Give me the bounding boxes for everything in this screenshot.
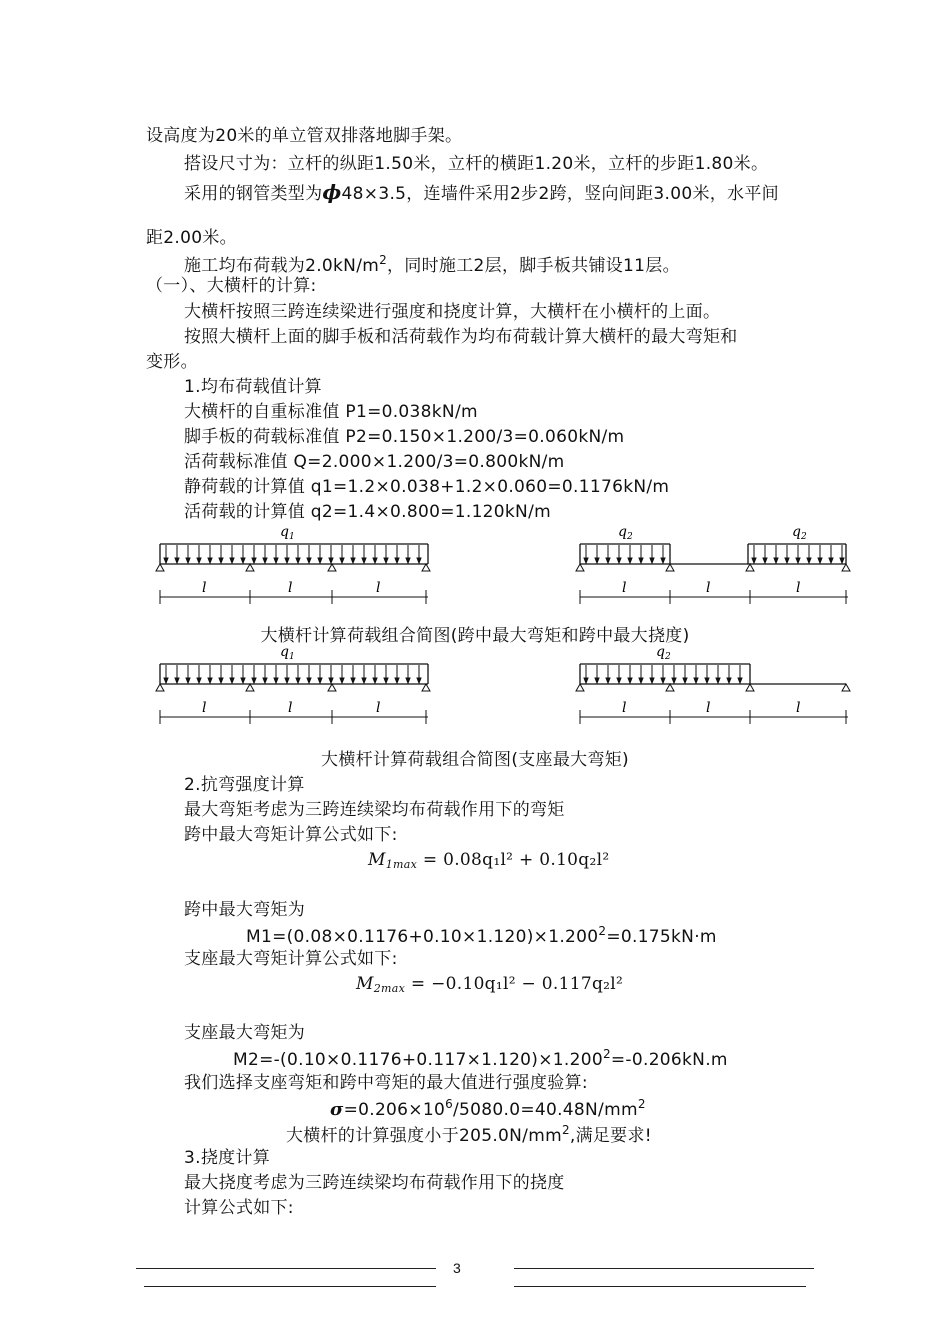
q1-label: $q_1$ [280, 644, 295, 662]
text-line: 活荷载的计算值 q2=1.4×0.800=1.120kN/m [184, 502, 551, 522]
q1-label: $q_1$ [280, 524, 295, 542]
load-arrow-head [694, 678, 698, 683]
q2-label: $q_2$ [792, 524, 807, 542]
load-arrow-head [395, 678, 399, 683]
load-arrow-head [417, 558, 421, 563]
load-diagram-q1-full-support [150, 640, 440, 735]
load-arrow-head [716, 678, 720, 683]
load-arrow-head [329, 678, 333, 683]
load-diagram-q2-alternate [570, 520, 860, 615]
load-arrow-head [617, 558, 621, 563]
text-line: 1.均布荷载值计算 [184, 377, 322, 397]
load-arrow-head [318, 558, 322, 563]
load-arrow-head [340, 678, 344, 683]
load-arrow-head [384, 678, 388, 683]
text-line: 变形。 [146, 352, 198, 372]
load-arrow-head [219, 558, 223, 563]
load-arrow-head [241, 558, 245, 563]
load-arrow-head [774, 558, 778, 563]
load-arrow-head [840, 558, 844, 563]
text-line: 脚手板的荷载标准值 P2=0.150×1.200/3=0.060kN/m [184, 427, 625, 447]
load-arrows [584, 545, 844, 563]
span-label: l [622, 580, 627, 596]
load-arrow-head [197, 558, 201, 563]
load-arrow-head [307, 678, 311, 683]
text-line: 静荷载的计算值 q1=1.2×0.038+1.2×0.060=0.1176kN/m [184, 477, 670, 497]
span-label: l [202, 700, 207, 716]
formula-midspan-moment: $M_{1max} = 0.08q_1l^2 + 0.10q_2l^2$ [368, 850, 610, 871]
footer-rule [514, 1268, 814, 1269]
load-arrow-head [395, 558, 399, 563]
load-arrow-head [340, 558, 344, 563]
text-line: 支座最大弯矩计算公式如下: [184, 949, 398, 969]
load-arrow-head [285, 558, 289, 563]
load-arrow-head [175, 678, 179, 683]
footer-rule [514, 1286, 806, 1287]
text-line: 采用的钢管类型为ϕ48×3.5，连墙件采用2步2跨，竖向间距3.00米，水平间 [184, 180, 779, 204]
text-line: 搭设尺寸为：立杆的纵距1.50米，立杆的横距1.20米，立杆的步距1.80米。 [184, 154, 769, 174]
load-arrow-head [351, 678, 355, 683]
load-arrows [584, 665, 742, 683]
text-line: $M1=(0.08\times 0.1176+0.10\times 1.120)\times 1.200^2=0.175kN\cdot m$ [246, 924, 717, 947]
text-line: 活荷载标准值 Q=2.000×1.200/3=0.800kN/m [184, 452, 565, 472]
text-line: 计算公式如下: [184, 1198, 294, 1218]
load-arrow-head [752, 558, 756, 563]
load-arrow-head [763, 558, 767, 563]
load-arrow-head [818, 558, 822, 563]
load-arrow-head [274, 678, 278, 683]
load-arrow-head [274, 558, 278, 563]
load-arrow-head [362, 678, 366, 683]
text-line: 跨中最大弯矩计算公式如下: [184, 825, 398, 845]
load-arrow-head [672, 678, 676, 683]
span-label: l [706, 700, 711, 716]
load-arrow-head [208, 678, 212, 683]
text-line: $\sigma=0.206\times 10^6/5080.0=40.48N/mm^2$ [330, 1097, 646, 1120]
load-arrow-head [362, 558, 366, 563]
span-label: l [376, 580, 381, 596]
load-arrow-head [164, 678, 168, 683]
load-arrow-head [252, 678, 256, 683]
load-arrow-head [738, 678, 742, 683]
load-arrow-head [373, 558, 377, 563]
load-arrow-head [373, 678, 377, 683]
span-label: l [376, 700, 381, 716]
load-arrow-head [175, 558, 179, 563]
text-line: 大横杆的计算强度小于$205.0N/mm^2$,满足要求! [286, 1123, 652, 1146]
load-arrow-head [661, 558, 665, 563]
load-arrow-head [318, 678, 322, 683]
span-label: l [288, 580, 293, 596]
load-arrow-head [186, 678, 190, 683]
load-arrow-head [829, 558, 833, 563]
text-line: 大横杆按照三跨连续梁进行强度和挠度计算，大横杆在小横杆的上面。 [184, 302, 721, 322]
load-arrow-head [406, 678, 410, 683]
text-line: $M2=-(0.10\times 0.1176+0.117\times 1.120)\times 1.200^2=-0.206kN.m$ [233, 1047, 728, 1070]
footer-rule [144, 1286, 436, 1287]
span-label: l [796, 580, 801, 596]
load-arrow-head [186, 558, 190, 563]
text-line: 2.抗弯强度计算 [184, 775, 305, 795]
footer-rule [136, 1268, 436, 1269]
text-line: 设高度为20米的单立管双排落地脚手架。 [146, 126, 463, 146]
load-arrow-head [584, 678, 588, 683]
section-heading: （一）、大横杆的计算: [146, 276, 317, 296]
text-line: 大横杆的自重标准值 P1=0.038kN/m [184, 402, 478, 422]
load-arrow-head [329, 558, 333, 563]
load-arrow-head [617, 678, 621, 683]
load-arrow-head [639, 678, 643, 683]
text-line: 距2.00米。 [146, 228, 237, 248]
load-arrow-head [296, 558, 300, 563]
load-arrow-head [650, 678, 654, 683]
load-arrow-head [230, 678, 234, 683]
load-arrow-head [683, 678, 687, 683]
load-arrow-head [628, 678, 632, 683]
text-line: 按照大横杆上面的脚手板和活荷载作为均布荷载计算大横杆的最大弯矩和 [184, 327, 738, 347]
load-arrow-head [197, 678, 201, 683]
load-arrow-head [384, 558, 388, 563]
figure-caption: 大横杆计算荷载组合简图(支座最大弯矩) [321, 750, 629, 770]
q2-label: $q_2$ [618, 524, 633, 542]
load-arrow-head [241, 678, 245, 683]
load-arrow-head [584, 558, 588, 563]
load-arrow-head [164, 558, 168, 563]
span-label: l [622, 700, 627, 716]
load-arrow-head [628, 558, 632, 563]
load-arrow-head [296, 678, 300, 683]
load-arrow-head [307, 558, 311, 563]
load-arrow-head [606, 678, 610, 683]
text-line: 跨中最大弯矩为 [184, 900, 306, 920]
load-arrow-head [263, 678, 267, 683]
span-label: l [706, 580, 711, 596]
load-arrow-head [230, 558, 234, 563]
load-arrow-head [595, 558, 599, 563]
load-arrow-head [661, 678, 665, 683]
text-line: 支座最大弯矩为 [184, 1023, 306, 1043]
text-line: 最大弯矩考虑为三跨连续梁均布荷载作用下的弯矩 [184, 800, 565, 820]
load-arrow-head [727, 678, 731, 683]
text-line: 施工均布荷载为$2.0kN/m^2$，同时施工2层，脚手板共铺设11层。 [184, 253, 680, 276]
load-arrow-head [639, 558, 643, 563]
load-arrows [164, 545, 421, 563]
q2-label: $q_2$ [656, 644, 671, 662]
load-arrow-head [406, 558, 410, 563]
load-arrow-head [219, 678, 223, 683]
load-arrow-head [285, 678, 289, 683]
load-arrow-head [650, 558, 654, 563]
text-line: 我们选择支座弯矩和跨中弯矩的最大值进行强度验算: [184, 1073, 588, 1093]
formula-support-moment: $M_{2max} = -0.10q_1l^2 - 0.117q_2l^2$ [356, 974, 624, 995]
load-arrow-head [252, 558, 256, 563]
span-label: l [796, 700, 801, 716]
span-label: l [288, 700, 293, 716]
load-arrow-head [417, 678, 421, 683]
load-arrow-head [263, 558, 267, 563]
span-label: l [202, 580, 207, 596]
load-arrow-head [595, 678, 599, 683]
phi-symbol: ϕ [322, 180, 342, 204]
sigma-symbol: σ [330, 1099, 344, 1120]
text-line: 3.挠度计算 [184, 1148, 271, 1168]
load-arrow-head [705, 678, 709, 683]
load-arrows [164, 665, 421, 683]
load-arrow-head [807, 558, 811, 563]
load-arrow-head [796, 558, 800, 563]
load-arrow-head [606, 558, 610, 563]
load-diagram-q2-two-spans [570, 640, 860, 735]
load-arrow-head [351, 558, 355, 563]
load-diagram-q1-full [150, 520, 440, 615]
load-arrow-head [785, 558, 789, 563]
text-line: 最大挠度考虑为三跨连续梁均布荷载作用下的挠度 [184, 1173, 565, 1193]
figure-caption: 大横杆计算荷载组合简图(跨中最大弯矩和跨中最大挠度) [260, 626, 690, 646]
page-number: 3 [453, 1260, 461, 1276]
load-arrow-head [208, 558, 212, 563]
